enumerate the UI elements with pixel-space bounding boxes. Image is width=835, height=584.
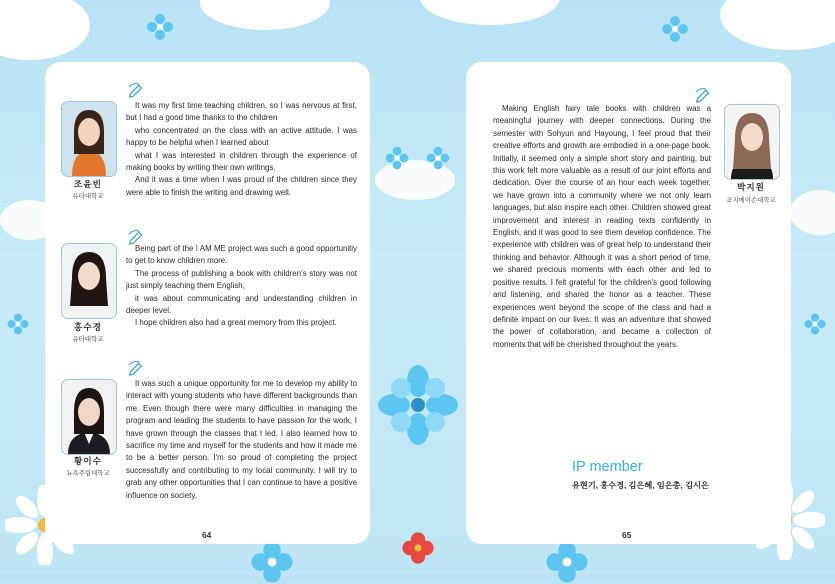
cloud-decoration [790, 190, 835, 235]
flower-icon [660, 14, 690, 44]
testimonial-text [126, 243, 357, 330]
cloud-decoration [420, 0, 560, 25]
flower-icon [803, 312, 827, 336]
pen-icon [694, 85, 712, 103]
author-school: 유타대학교 [72, 193, 104, 200]
paragraph: The process of publishing a book with children's story was not just simply teaching them English, [126, 268, 357, 291]
paragraph: It was such a unique opportunity for me to develop my ability to interact with young students who have different backgrounds than me. Even though there were many difficulties in managing the program and leading the students to have passion for the work, I have grown through the classes that I led. I also learned how to sacrifice my time and myself for the students and how it made me to be a better person. I'm so proud of completing the project successfully and contributing to my local community. I will try to grab any other opportunities that I can continue to have a positive influence on society. [126, 379, 357, 500]
author-school: 뉴욕주립대학교 [66, 470, 110, 477]
author-name: 박지원 [737, 182, 765, 192]
flower-icon [400, 530, 436, 566]
testimonial-text [493, 103, 711, 351]
paragraph: who concentrated on the class with an active attitude. I was happy to be helpful when I learned about [126, 125, 357, 148]
ip-member-title: IP member [572, 459, 643, 475]
author-name: 조윤빈 [74, 179, 102, 189]
pen-icon [127, 80, 145, 98]
paragraph: Making English fairy tale books with children was a meaningful journey with deeper connections. During the semester with Sohyun and Hayoung, I feel proud that their creative efforts and growth are embodied in a one-page book. Initially, it seemed only a simple short story and painting, but this work felt more valuable as a result of our joint efforts and dedication. Over the course of an hour each week together, we have grown into a community where we not only learn languages, but also inspire each other. Children showed great improvement and interest in reading texts confidently in English, and it was good to see them develop confidence. The experience with children was of great help to understand their thinking and behavior. Although it was a short period of time, we shared precious moments with each other and led to positive results. I felt grateful for the children's good following and listening, and shared the honor as a teacher. These experiences went beyond the scope of the class and had a definite impact on our lives. It was an adventure that showed the power of collaboration, and became a collection of moments that will be cherished throughout the years. [493, 104, 711, 349]
avatar [61, 243, 117, 319]
avatar [61, 379, 117, 455]
testimonial-text [126, 100, 357, 199]
flower-icon [145, 12, 175, 42]
cloud-decoration [0, 0, 90, 60]
cloud-decoration [720, 0, 835, 50]
author-name: 황이수 [74, 456, 102, 466]
flower-icon [384, 145, 410, 171]
flower-icon [425, 145, 451, 171]
page-number: 64 [202, 530, 212, 540]
paragraph: what I was interested in children through the experience of making books by writing their own writings. [126, 150, 357, 173]
flower-icon [545, 540, 589, 584]
paragraph: Being part of the I AM ME project was such a good opportunitiy to get to know children more. [126, 244, 357, 266]
page-number: 65 [622, 530, 632, 540]
flower-icon [378, 365, 458, 445]
ip-member-list: 유현기, 홍수경, 김은혜, 임은총, 김시은 [572, 481, 709, 490]
paragraph: And it was a time when I was proud of the children since they were able to finish the writing and drawing well. [126, 175, 357, 197]
author-school: 조지메이슨대학교 [726, 197, 776, 204]
paragraph: It was my first time teaching children, so I was nervous at first, but I had a good time thanks to the children [126, 101, 357, 123]
paragraph: it was about communicating and understanding children in deeper level. [126, 293, 357, 316]
author-school: 유타대학교 [72, 336, 104, 343]
flower-icon [250, 540, 294, 584]
testimonial-text [126, 378, 357, 502]
pen-icon [127, 358, 145, 376]
author-name: 홍수경 [74, 322, 102, 332]
avatar [724, 104, 780, 180]
paragraph: I hope children also had a great memory from this project. [135, 318, 337, 328]
flower-icon [6, 312, 30, 336]
cloud-decoration [200, 0, 330, 30]
avatar [61, 101, 117, 177]
